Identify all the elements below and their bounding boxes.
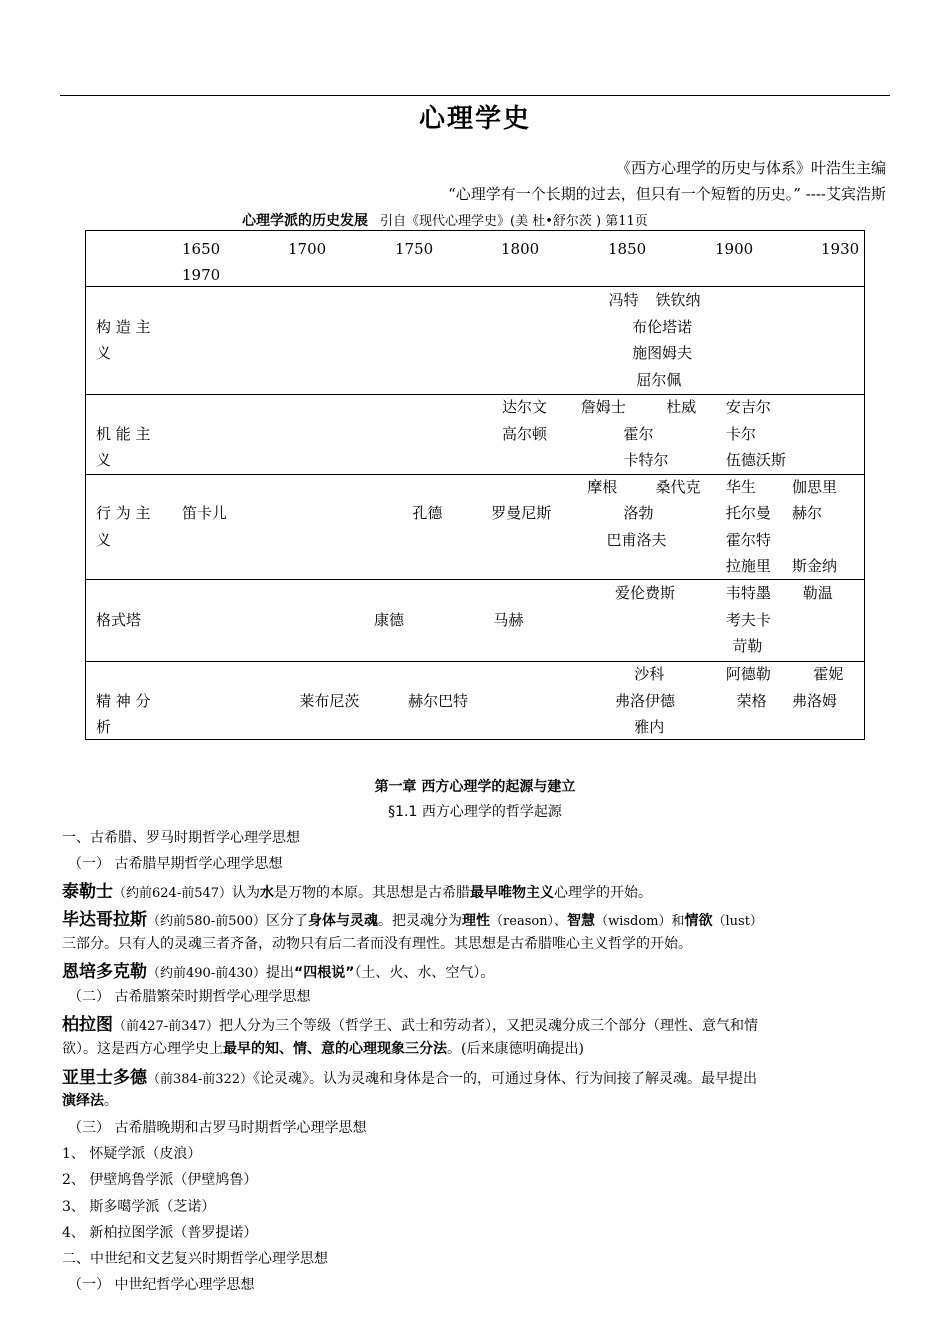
- epigraph-quote: “心理学有一个长期的过去，但只有一个短暂的历史。” ----艾宾浩斯: [448, 185, 886, 203]
- psychologist-name: 沙科: [634, 665, 665, 684]
- list-item: 3、 斯多噶学派（芝诺）: [62, 1199, 216, 1215]
- psychologist-name: 屈尔佩: [636, 370, 682, 389]
- row-divider: [86, 579, 864, 580]
- psychologist-name: 赫尔: [792, 504, 823, 522]
- outline-heading: 二、中世纪和文艺复兴时期哲学心理学思想: [62, 1251, 328, 1267]
- psychologist-name: 伽思里: [792, 477, 838, 496]
- psychologist-name: 阿德勒: [725, 665, 771, 684]
- psychologist-name: 荣格: [736, 691, 767, 710]
- psychologist-name: 赫尔巴特: [408, 691, 469, 710]
- year-label-extra: 1970: [182, 266, 221, 284]
- source-citation: 《西方心理学的历史与体系》叶浩生主编: [615, 159, 886, 177]
- psychologist-name: 考夫卡: [725, 610, 771, 629]
- psychologist-name: 施图姆夫: [632, 344, 693, 362]
- psychologist-name: 安吉尔: [725, 398, 771, 417]
- psychologist-name: 韦特墨: [725, 584, 771, 603]
- psychologist-name: 雅内: [634, 718, 665, 737]
- person-name: 亚里士多德: [62, 1068, 147, 1088]
- paragraph-aristotle-cont: 演绎法。: [62, 1093, 118, 1109]
- psychologist-name: 弗洛伊德: [614, 691, 675, 710]
- row-divider: [86, 661, 864, 662]
- year-label: 1930: [821, 240, 860, 258]
- table-caption-ref: 引自《现代心理学史》(美 杜•舒尔茨 ) 第11页: [380, 214, 648, 229]
- chapter-heading: 第一章 西方心理学的起源与建立: [374, 779, 576, 795]
- paragraph-empedocles: 恩培多克勒（约前490-前430）提出“四根说”（土、火、水、空气）。: [62, 962, 495, 982]
- psychologist-name: 布伦塔诺: [632, 317, 693, 336]
- school-label: 行 为 主: [96, 504, 151, 522]
- paragraph-plato-cont: 欲）。这是西方心理学史上最早的知、情、意的心理现象三分法。(后来康德明确提出): [62, 1041, 584, 1057]
- paragraph-plato: 柏拉图（前427-前347）把人分为三个等级（哲学王、武士和劳动者），又把灵魂分成三个部分（理性、意气和情: [62, 1015, 759, 1035]
- psychologist-name: 伍德沃斯: [725, 451, 786, 470]
- list-item: 2、 伊壁鸠鲁学派（伊壁鸠鲁）: [62, 1172, 258, 1188]
- list-item: 4、 新柏拉图学派（普罗提诺）: [62, 1225, 258, 1241]
- year-label: 1650: [182, 240, 221, 258]
- school-label: 格式塔: [96, 610, 142, 629]
- year-label: 1850: [608, 240, 647, 258]
- school-label: 义: [96, 344, 112, 362]
- school-label: 析: [96, 718, 112, 737]
- table-caption-title: 心理学派的历史发展: [242, 213, 368, 229]
- psychologist-name: 罗曼尼斯: [491, 504, 552, 522]
- school-timeline-table: [85, 230, 865, 740]
- person-name: 毕达哥拉斯: [62, 910, 147, 930]
- year-label: 1750: [395, 240, 434, 258]
- psychologist-name: 康德: [373, 610, 404, 629]
- page-title: 心理学史: [418, 104, 531, 134]
- header-rule: [60, 95, 890, 96]
- psychologist-name: 詹姆士: [580, 398, 626, 417]
- school-label: 义: [96, 451, 112, 470]
- year-label: 1700: [288, 240, 327, 258]
- psychologist-name: 铁钦纳: [655, 291, 701, 309]
- person-name: 泰勒士: [62, 882, 113, 902]
- outline-subheading: （二） 古希腊繁荣时期哲学心理学思想: [68, 989, 311, 1005]
- psychologist-name: 巴甫洛夫: [606, 530, 667, 549]
- school-label: 义: [96, 530, 112, 549]
- psychologist-name: 斯金纳: [792, 557, 838, 575]
- psychologist-name: 孔德: [412, 504, 443, 522]
- psychologist-name: 苛勒: [732, 637, 763, 656]
- psychologist-name: 勒温: [802, 584, 833, 603]
- psychologist-name: 高尔顿: [501, 424, 547, 443]
- year-label: 1800: [501, 240, 540, 258]
- paragraph-aristotle: 亚里士多德（前384-前322）《论灵魂》。认为灵魂和身体是合一的，可通过身体、行为间接了解灵魂。最早提出: [62, 1068, 758, 1088]
- paragraph-thales: 泰勒士（约前624-前547）认为水是万物的本原。其思想是古希腊最早唯物主义心理学的开始。: [62, 882, 653, 902]
- person-name: 柏拉图: [62, 1015, 113, 1035]
- year-label: 1900: [715, 240, 754, 258]
- school-label: 机 能 主: [96, 424, 151, 443]
- psychologist-name: 霍尔: [623, 424, 654, 443]
- psychologist-name: 笛卡儿: [182, 504, 228, 522]
- psychologist-name: 达尔文: [501, 398, 547, 417]
- outline-subheading: （三） 古希腊晚期和古罗马时期哲学心理学思想: [68, 1120, 367, 1136]
- paragraph-pythagoras-cont: 三部分。只有人的灵魂三者齐备，动物只有后二者而没有理性。其思想是古希腊唯心主义哲学的开始。: [62, 936, 692, 952]
- person-name: 恩培多克勒: [62, 962, 147, 982]
- psychologist-name: 卡尔: [725, 424, 756, 443]
- psychologist-name: 托尔曼: [725, 504, 771, 522]
- outline-subheading: （一） 古希腊早期哲学心理学思想: [68, 856, 283, 872]
- school-label: 精 神 分: [96, 691, 151, 710]
- table-caption: [242, 210, 648, 230]
- psychologist-name: 华生: [725, 477, 756, 496]
- section-heading: §1.1 西方心理学的哲学起源: [388, 804, 562, 820]
- row-divider: [86, 286, 864, 287]
- outline-heading: 一、古希腊、罗马时期哲学心理学思想: [62, 830, 300, 846]
- outline-subheading: （一） 中世纪哲学心理学思想: [68, 1277, 255, 1293]
- psychologist-name: 拉施里: [725, 557, 771, 575]
- psychologist-name: 霍尔特: [725, 530, 771, 549]
- row-divider: [86, 394, 864, 395]
- psychologist-name: 摩根: [587, 477, 618, 496]
- psychologist-name: 卡特尔: [623, 451, 669, 470]
- psychologist-name: 霍妮: [813, 665, 844, 684]
- psychologist-name: 桑代克: [655, 477, 701, 496]
- school-label: 构 造 主: [96, 317, 151, 336]
- psychologist-name: 弗洛姆: [792, 691, 838, 710]
- paragraph-pythagoras: 毕达哥拉斯（约前580-前500）区分了身体与灵魂。把灵魂分为理性（reason）、智慧（wisdom）和情欲（lust）: [62, 910, 763, 930]
- psychologist-name: 杜威: [666, 398, 697, 417]
- psychologist-name: 马赫: [493, 610, 524, 629]
- list-item: 1、 怀疑学派（皮浪）: [62, 1146, 202, 1162]
- psychologist-name: 爱伦费斯: [614, 584, 675, 603]
- psychologist-name: 冯特: [608, 291, 639, 309]
- psychologist-name: 莱布尼茨: [299, 691, 360, 710]
- psychologist-name: 洛勃: [623, 504, 654, 522]
